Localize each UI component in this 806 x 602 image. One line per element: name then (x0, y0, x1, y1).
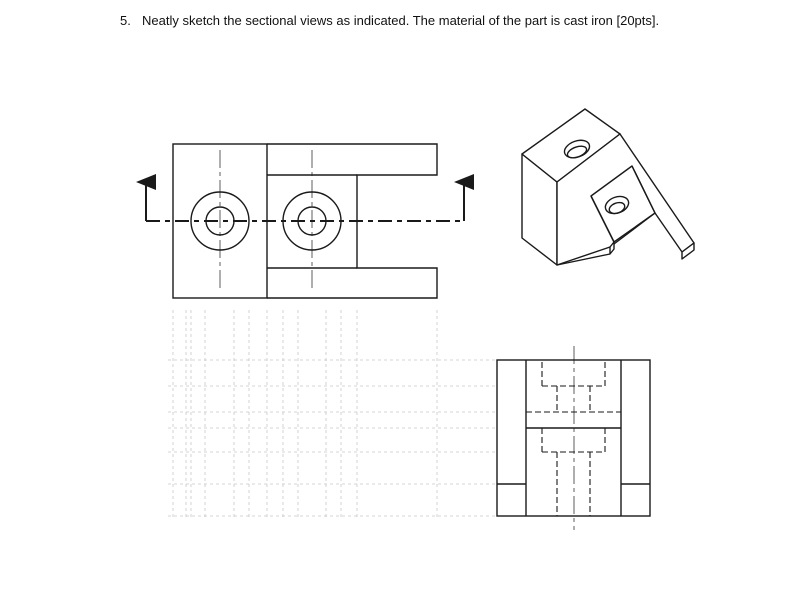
isometric-view (522, 109, 694, 265)
question-text: Neatly sketch the sectional views as indicated. The material of the part is cast iron [20pts]. (142, 13, 660, 28)
sketch-grid (168, 310, 495, 518)
question-number: 5. (120, 13, 131, 28)
top-view (146, 144, 464, 298)
side-view (497, 360, 650, 516)
side-view-outline (497, 360, 650, 516)
side-view-hidden-lines (526, 362, 621, 516)
